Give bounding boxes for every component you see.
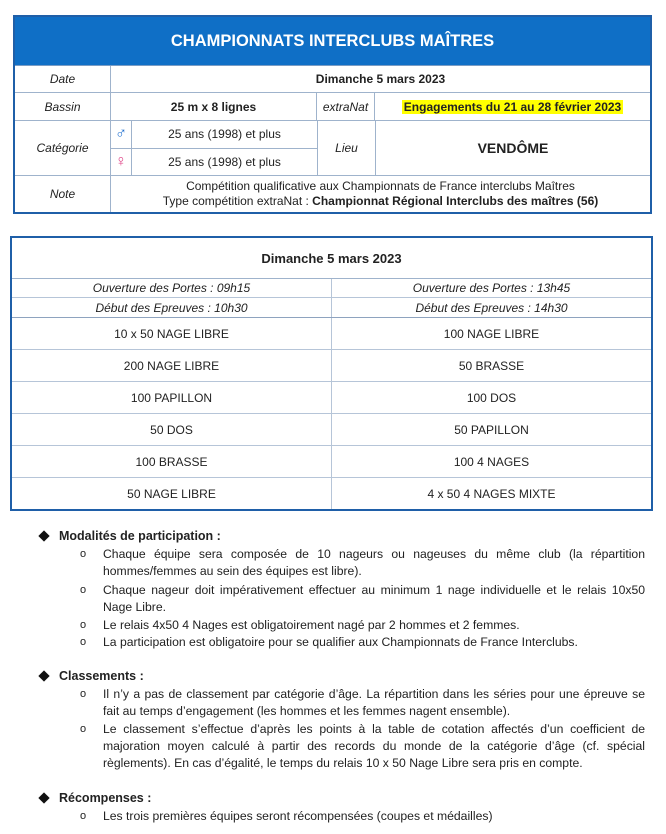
event-morning: 50 NAGE LIBRE: [127, 486, 216, 501]
list-item-text: Il n’y a pas de classement par catégorie d’âge. La répartition dans les séries pour une épreuve se fait au temps d’engagement (les hommes et les femmes nagent ensemble).: [103, 687, 645, 718]
list-item-text: Le classement s’effectue d’après les points à la table de cotation affectés d’un coefficient de majoration moyen calculé à partir des records du monde de la catégorie d’âge (cf. spécial règlements). En cas d’égalité, le temps du relais 10 x 50 Nage Libre sera pris en compte.: [103, 722, 645, 770]
male-symbol-icon: ♂: [115, 125, 127, 143]
note-label: Note: [15, 176, 111, 212]
list-item: [80, 634, 645, 651]
event-afternoon: 50 BRASSE: [331, 350, 651, 381]
categorie-male-row: [111, 121, 317, 149]
diamond-bullet-icon: [38, 670, 49, 681]
table-row: [12, 446, 651, 478]
extranat-value-cell: [375, 93, 650, 120]
table-row: [12, 478, 651, 509]
event-morning: 50 DOS: [150, 422, 193, 437]
note-line-1: Compétition qualificative aux Championnats de France interclubs Maîtres: [186, 179, 575, 193]
program-left-open: Ouverture des Portes : 09h15: [92, 281, 251, 295]
circle-bullet-icon: o: [80, 688, 87, 700]
circle-bullet-icon: o: [80, 619, 87, 631]
list-item: [80, 808, 645, 825]
program-right-open: Ouverture des Portes : 13h45: [331, 279, 651, 297]
categorie-label: Catégorie: [15, 121, 111, 175]
circle-bullet-icon: o: [80, 584, 87, 596]
extranat-value: Engagements du 21 au 28 février 2023: [403, 99, 622, 114]
event-afternoon: 4 x 50 4 NAGES MIXTE: [331, 478, 651, 509]
categorie-female-value: 25 ans (1998) et plus: [131, 149, 317, 176]
lieu-value: VENDÔME: [477, 140, 549, 156]
table-row: [12, 350, 651, 382]
event-morning: 10 x 50 NAGE LIBRE: [114, 326, 229, 341]
list-item-text: La participation est obligatoire pour se qualifier aux Championnats de France Interclubs.: [103, 635, 578, 649]
list-item-text: Chaque équipe sera composée de 10 nageurs ou nageuses du même club (la répartition hommes/femmes au sein des équipes est libre).: [103, 547, 645, 578]
program-table: [10, 236, 653, 511]
section-title-text: Récompenses :: [59, 791, 152, 805]
circle-bullet-icon: o: [80, 810, 87, 822]
list-item: [80, 686, 645, 720]
event-afternoon: 100 NAGE LIBRE: [331, 318, 651, 349]
section-recompenses-title: [40, 791, 151, 805]
categorie-values: [111, 121, 318, 175]
competition-info-table: [13, 15, 652, 214]
categorie-male-value: 25 ans (1998) et plus: [131, 121, 317, 148]
note-value: [111, 176, 650, 212]
program-title: Dimanche 5 mars 2023: [12, 238, 651, 279]
program-open-row: [12, 279, 651, 298]
list-item-text: Chaque nageur doit impérativement effectuer au minimum 1 nage individuelle et le relais 10x50 Nage Libre.: [103, 583, 645, 614]
note-row: [15, 176, 650, 212]
event-afternoon: 100 DOS: [331, 382, 651, 413]
event-afternoon: 100 4 NAGES: [331, 446, 651, 477]
note-line-2-prefix: Type compétition extraNat :: [162, 194, 313, 208]
date-label: Date: [15, 66, 111, 92]
circle-bullet-icon: o: [80, 548, 87, 560]
table-row: [12, 382, 651, 414]
circle-bullet-icon: o: [80, 723, 87, 735]
note-line-2: [163, 194, 598, 209]
table-row: [12, 414, 651, 446]
lieu-label: Lieu: [318, 121, 376, 175]
date-row: [15, 66, 650, 93]
female-symbol-icon: ♀: [115, 152, 127, 170]
table-row: [12, 318, 651, 350]
event-morning: 200 NAGE LIBRE: [123, 358, 220, 373]
categorie-row: [15, 121, 650, 176]
program-right-start: Début des Epreuves : 14h30: [331, 298, 651, 317]
bassin-row: [15, 93, 650, 121]
event-morning: 100 PAPILLON: [130, 390, 213, 405]
section-modalites-title: [40, 529, 221, 543]
section-title-text: Modalités de participation :: [59, 529, 221, 543]
categorie-female-row: [111, 149, 317, 176]
bassin-value: 25 m x 8 lignes: [111, 93, 317, 120]
competition-title: CHAMPIONNATS INTERCLUBS MAÎTRES: [15, 17, 650, 66]
section-title-text: Classements :: [59, 669, 144, 683]
extranat-label: extraNat: [317, 93, 375, 120]
diamond-bullet-icon: [38, 792, 49, 803]
event-afternoon: 50 PAPILLON: [331, 414, 651, 445]
bassin-label: Bassin: [15, 93, 111, 120]
list-item: [80, 582, 645, 616]
program-left-start: Début des Epreuves : 10h30: [95, 300, 248, 315]
list-item: [80, 546, 645, 580]
list-item: [80, 721, 645, 772]
list-item-text: Le relais 4x50 4 Nages est obligatoirement nagé par 2 hommes et 2 femmes.: [103, 618, 520, 632]
diamond-bullet-icon: [38, 530, 49, 541]
list-item-text: Les trois premières équipes seront récompensées (coupes et médailles): [103, 809, 493, 823]
note-line-2-bold: Championnat Régional Interclubs des maîtres (56): [312, 194, 599, 208]
section-classements-title: [40, 669, 144, 683]
event-morning: 100 BRASSE: [135, 454, 208, 469]
circle-bullet-icon: o: [80, 636, 87, 648]
date-value: Dimanche 5 mars 2023: [315, 72, 446, 86]
list-item: [80, 617, 645, 634]
program-start-row: [12, 298, 651, 318]
